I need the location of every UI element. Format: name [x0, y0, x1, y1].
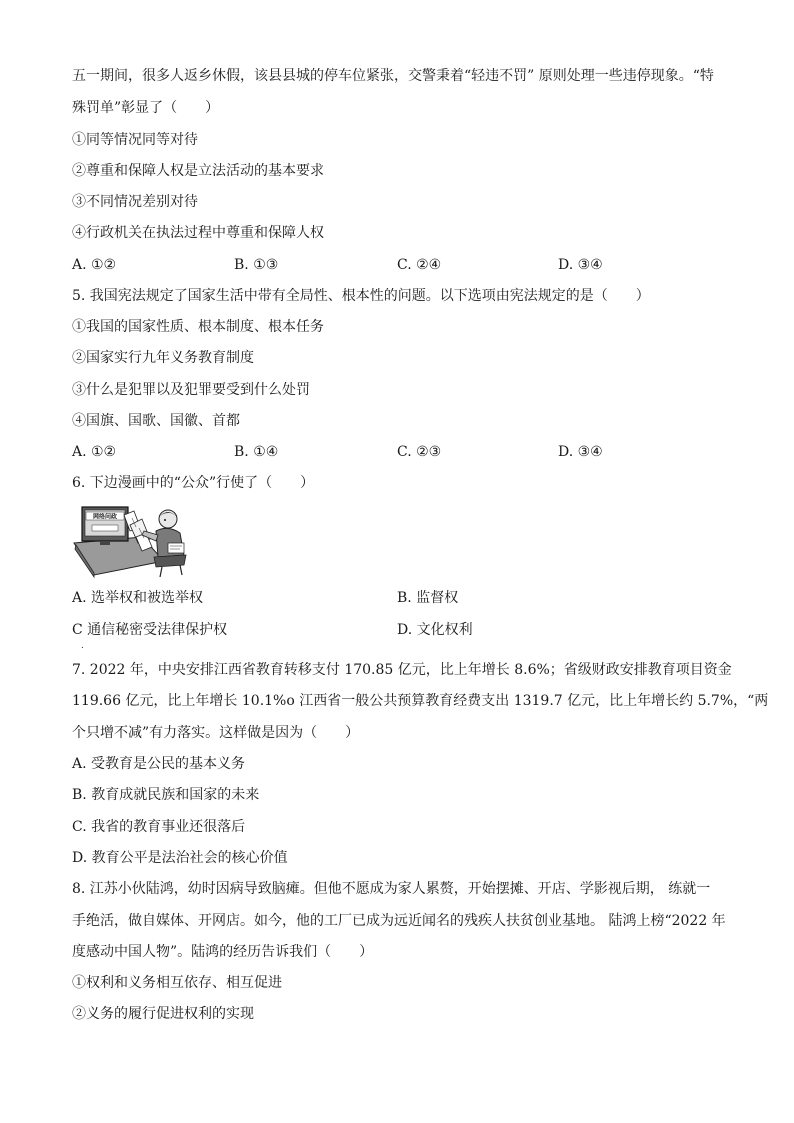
q4-statement-1: ①同等情况同等对待 [72, 132, 198, 148]
q4-statement-3: ③不同情况差别对待 [72, 194, 198, 210]
stray-mark: . [81, 641, 84, 651]
q4-stem-line2: 殊罚单”彰显了（ ） [72, 100, 220, 116]
q8-statement-1: ①权利和义务相互依存、相互促进 [72, 975, 282, 991]
q4-option-c: C. ②④ [397, 257, 442, 273]
q5-option-a: A. ①② [72, 444, 117, 460]
q4-statement-4: ④行政机关在执法过程中尊重和保障人权 [72, 225, 324, 241]
q6-option-c: C 通信秘密受法律保护权 [72, 622, 228, 638]
q5-statement-1: ①我国的国家性质、根本制度、根本任务 [72, 319, 324, 335]
q7-option-a: A. 受教育是公民的基本义务 [72, 756, 246, 772]
cartoon-illustration [72, 503, 190, 579]
q6-option-d: D. 文化权利 [397, 622, 473, 638]
q4-option-d: D. ③④ [558, 257, 603, 273]
q5-statement-2: ②国家实行九年义务教育制度 [72, 350, 254, 366]
q8-statement-2: ②义务的履行促进权利的实现 [72, 1006, 254, 1022]
q6-stem: 6. 下边漫画中的“公众”行使了（ ） [72, 475, 315, 491]
q6-option-b: B. 监督权 [397, 590, 459, 606]
q8-stem-line3: 度感动中国人物”。陆鸿的经历告诉我们（ ） [72, 944, 374, 960]
q7-option-d: D. 教育公平是法治社会的核心价值 [72, 850, 288, 866]
q8-stem-line1: 8. 江苏小伙陆鸿，幼时因病导致脑瘫。但他不愿成为家人累赘，开始摆摊、开店、学影视后期， 练就一 [72, 881, 711, 897]
q8-stem-line2: 手绝活，做自媒体、开网店。如今，他的工厂已成为远近闻名的残疾人扶贫创业基地。 陆鸿上榜“2022 年 [72, 913, 726, 929]
q5-option-c: C. ②③ [397, 444, 442, 460]
q7-stem-line3: 个只增不减”有力落实。这样做是因为（ ） [72, 725, 360, 741]
q4-stem-line1: 五一期间，很多人返乡休假，该县县城的停车位紧张，交警秉着“轻违不罚” 原则处理一些违停现象。“特 [72, 68, 714, 84]
q6-option-a: A. 选举权和被选举权 [72, 590, 204, 606]
q4-statement-2: ②尊重和保障人权是立法活动的基本要求 [72, 163, 324, 179]
q7-option-b: B. 教育成就民族和国家的未来 [72, 787, 260, 803]
screen-caption: 网络问政 [92, 513, 118, 521]
q5-statement-4: ④国旗、国歌、国徽、首都 [72, 413, 240, 429]
q7-stem-line2: 119.66 亿元，比上年增长 10.1%o 江西省一般公共预算教育经费支出 1319.7 亿元，比上年增长约 5.7%，“两 [72, 693, 769, 709]
q7-stem-line1: 7. 2022 年，中央安排江西省教育转移支付 170.85 亿元，比上年增长 8.6%；省级财政安排教育项目资金 [72, 662, 732, 678]
q5-stem: 5. 我国宪法规定了国家生活中带有全局性、根本性的问题。以下选项由宪法规定的是（ ） [72, 288, 650, 304]
q7-option-c: C. 我省的教育事业还很落后 [72, 819, 246, 835]
q4-option-a: A. ①② [72, 257, 117, 273]
q4-option-b: B. ①③ [234, 257, 279, 273]
q5-option-d: D. ③④ [558, 444, 603, 460]
q5-statement-3: ③什么是犯罪以及犯罪要受到什么处罚 [72, 382, 310, 398]
q5-option-b: B. ①④ [234, 444, 279, 460]
